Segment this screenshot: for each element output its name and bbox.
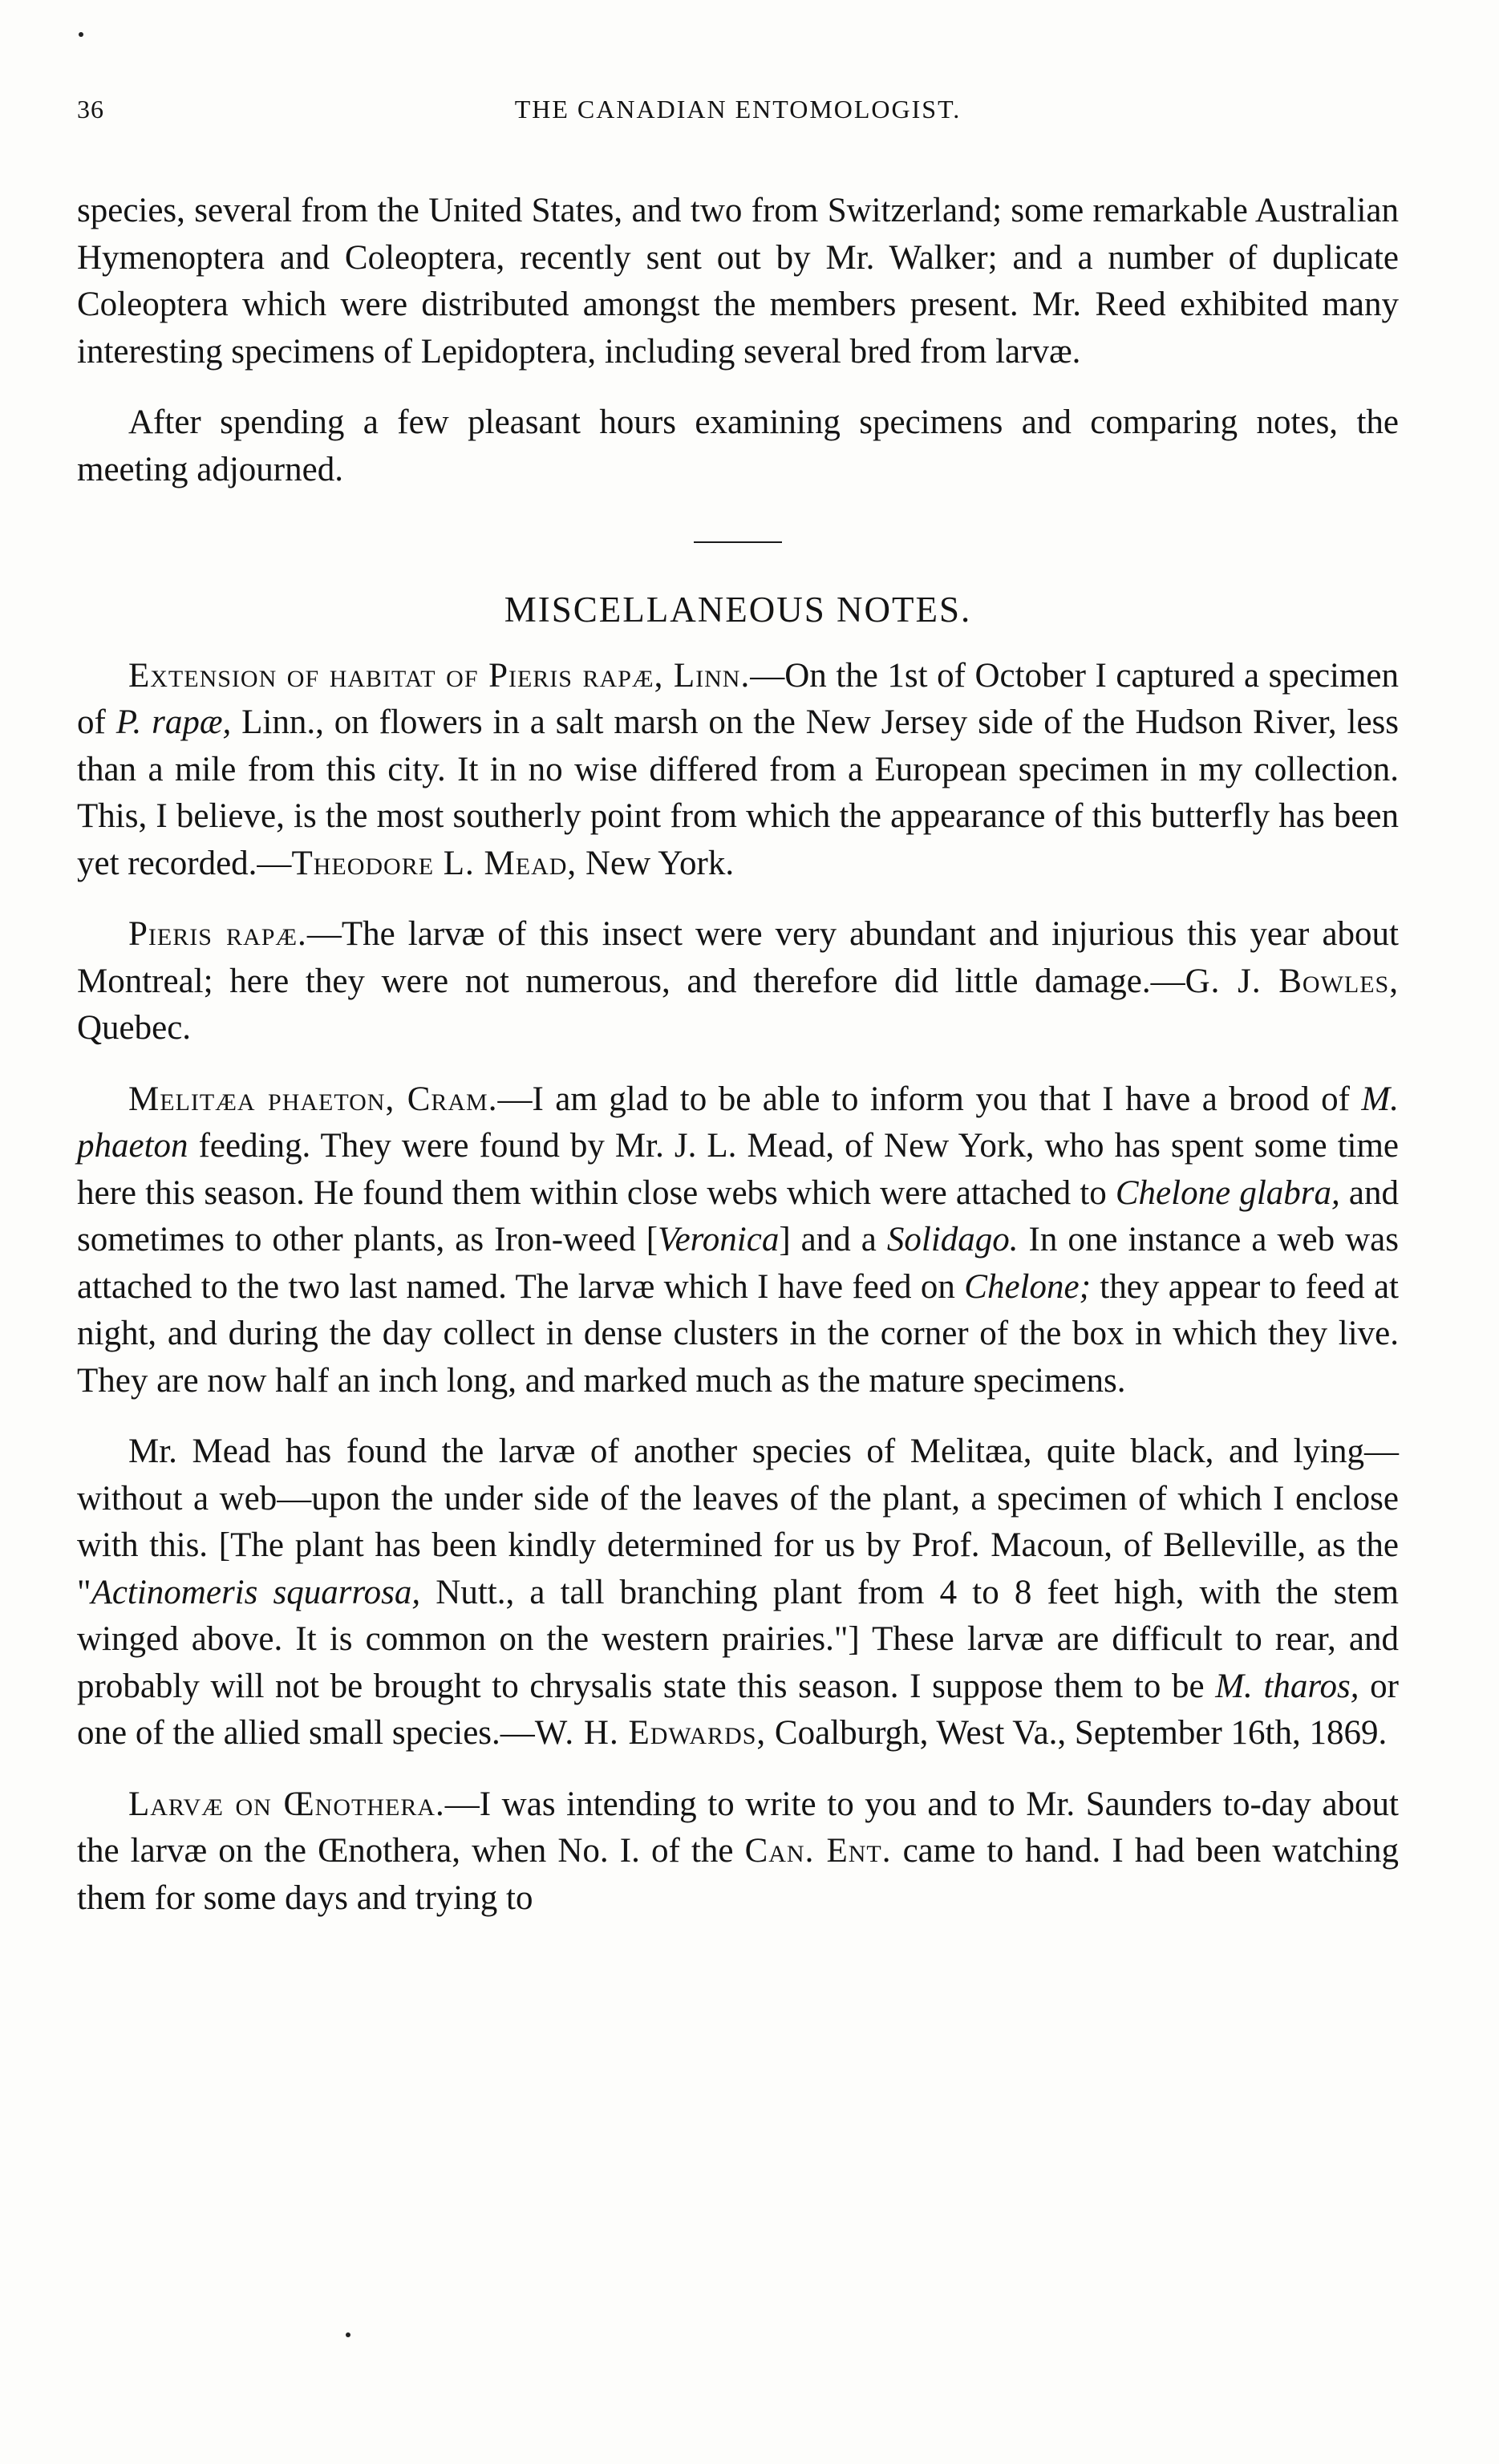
note-pieris-extension: Extension of habitat of Pieris rapæ, Linn.—On the 1st of October I captured a specimen of P. rapæ, Linn., on flowers in a salt marsh on the New Jersey side of the Hudson River, less than a mile from this city. It in no wise differed from a European specimen in my collection. This, I believe, is the most southerly point from which the appearance of this butterfly has been yet recorded.—Theodore L. Mead, New York.: [77, 656, 1400, 882]
meeting-paragraph: species, several from the United States, and two from Switzerland; some remarkable Australian Hymenoptera and Coleoptera, recently sent out by Mr. Walker; and a number of duplicate Coleoptera which were distributed amongst the members present. Mr. Reed exhibited many interesting specimens of Lepidoptera, including several bred from larvæ.: [77, 192, 1399, 371]
species-name: P. rapæ,: [115, 703, 232, 741]
note-author: W. H. Edwards,: [534, 1714, 767, 1752]
article-body: [77, 188, 1399, 1922]
note-melitaea-other-species: Mr. Mead has found the larvæ of another species of Melitæa, quite black, and lying—without a web—upon the under side of the leaves of the plant, a specimen of which I enclose with this. [The plant has been kindly determined for us by Prof. Macoun, of Belleville, as the "Actinomeris squarrosa, Nutt., a tall branching plant from 4 to 8 feet high, with the stem winged above. It is common on the western prairies."] These larvæ are difficult to rear, and probably will not be brought to chrysalis state this season. I suppose them to be M. tharos, or one of the allied small species.—W. H. Edwards, Coalburgh, West Va., September 16th, 1869.: [77, 1433, 1399, 1752]
note-author: Theodore L. Mead,: [291, 844, 577, 882]
running-head: THE CANADIAN ENTOMOLOGIST.: [514, 95, 962, 124]
note-heading: Melitæa phaeton, Cram.: [128, 1080, 498, 1118]
note-heading: Pieris rapæ.: [128, 915, 307, 953]
section-divider: [694, 541, 782, 543]
note-heading: Extension of habitat of Pieris rapæ, Linn.: [128, 656, 751, 695]
note-melitaea-phaeton: Melitæa phaeton, Cram.—I am glad to be able to inform you that I have a brood of M. phaeton feeding. They were found by Mr. J. L. Mead, of New York, who has spent some time here this season. He found them within close webs which were attached to Chelone glabra, and sometimes to other plants, as Iron-weed [Veronica] and a Solidago. In one instance a web was attached to the two last named. The larvæ which I have feed on Chelone; they appear to feed at night, and during the day collect in dense clusters in the corner of the box in which they live. They are now half an inch long, and marked much as the mature specimens.: [77, 1080, 1400, 1400]
section-title: MISCELLANEOUS NOTES.: [504, 590, 972, 630]
journal-name: Can. Ent.: [744, 1832, 892, 1870]
page-header: [77, 95, 1399, 135]
printer-dot-top: [79, 32, 83, 37]
printer-dot-bottom: [346, 2332, 350, 2337]
note-pieris-rapae: Pieris rapæ.—The larvæ of this insect were very abundant and injurious this year about Montreal; here they were not numerous, and therefore did little damage.—G. J. Bowles, Quebec.: [77, 915, 1399, 1047]
meeting-closing-paragraph: After spending a few pleasant hours examining specimens and comparing notes, the meeting adjourned.: [77, 403, 1399, 488]
note-heading: Larvæ on Œnothera.: [128, 1785, 445, 1823]
note-larvae-oenothera: Larvæ on Œnothera.—I was intending to write to you and to Mr. Saunders to-day about the larvæ on the Œnothera, when No. I. of the Can. Ent. came to hand. I had been watching them for some days and trying to: [77, 1785, 1399, 1917]
note-author: G. J. Bowles,: [1185, 962, 1399, 1000]
page-number: 36: [77, 95, 104, 124]
